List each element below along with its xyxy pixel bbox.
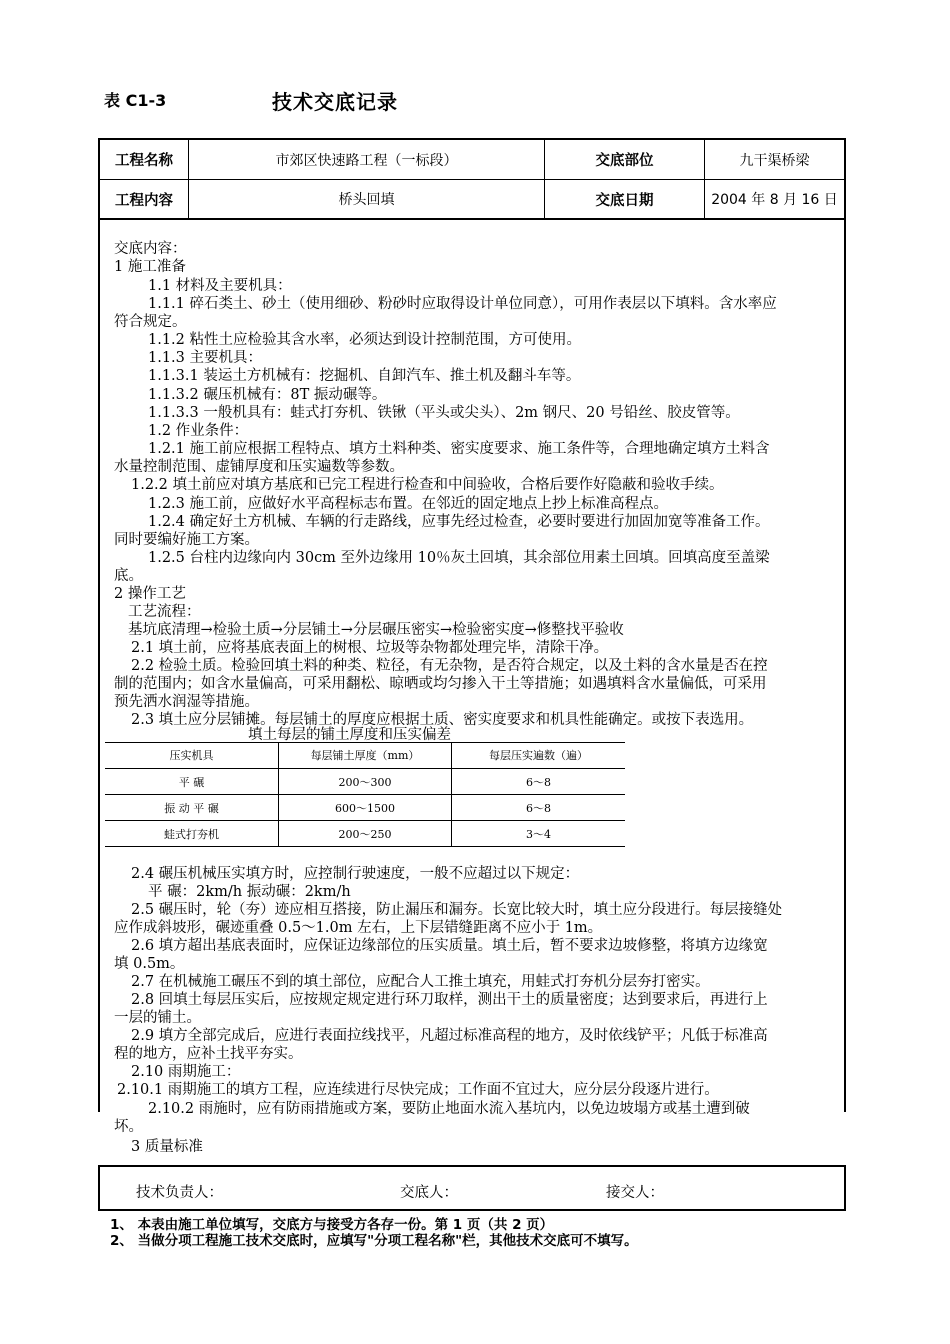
body-line: 一层的铺土。 xyxy=(114,1010,201,1026)
table-cell: 6～8 xyxy=(526,801,551,815)
body-line: 3 质量标准 xyxy=(131,1139,203,1155)
body-line: 程的地方，应补土找平夯实。 xyxy=(114,1046,303,1062)
body-line: 1.1 材料及主要机具： xyxy=(148,278,292,294)
body-line: 水量控制范围、虚铺厚度和压实遍数等参数。 xyxy=(114,459,404,475)
body-line: 2 操作工艺 xyxy=(114,586,186,602)
body-line: 2.2 检验土质。检验回填土料的种类、粒径，有无杂物，是否符合规定，以及土料的含水量是否在控 xyxy=(131,658,768,674)
body-line: 2.10 雨期施工： xyxy=(131,1064,241,1080)
info-table xyxy=(98,138,846,220)
table-cell: 3～4 xyxy=(526,827,551,841)
body-line: 2.3 填土应分层铺摊。每层铺土的厚度应根据土质、密实度要求和机具性能确定。或按下表选用。 xyxy=(131,712,754,728)
body-line: 符合规定。 xyxy=(114,314,187,330)
body-line: 1.2.1 施工前应根据工程特点、填方土料种类、密实度要求、施工条件等，合理地确定填方土料含 xyxy=(148,441,770,457)
body-line: 工艺流程： xyxy=(128,604,201,620)
table-cell: 600～1500 xyxy=(335,801,395,815)
body-line: 1.1.3.3 一般机具有：蛙式打夯机、铁锹（平头或尖头）、2m 钢尺、20 号铅丝、胶皮管等。 xyxy=(148,405,740,421)
body-line: 交底内容： xyxy=(114,241,187,257)
date-label: 交底日期 xyxy=(595,192,654,209)
body-line: 基坑底清理→检验土质→分层铺土→分层碾压密实→检验密实度→修整找平验收 xyxy=(128,622,624,638)
body-line: 1.1.1 碎石类土、砂土（使用细砂、粉砂时应取得设计单位同意），可用作表层以下填料。含水率应 xyxy=(148,296,777,312)
signature-box xyxy=(98,1165,846,1211)
body-line: 1.1.3.2 碾压机械有：8T 振动碾等。 xyxy=(148,387,387,403)
form-label: 表 C1-3 xyxy=(104,91,167,110)
body-line: 应作成斜坡形，碾迹重叠 0.5～1.0m 左右，上下层错缝距离不应小于 1m。 xyxy=(114,920,603,936)
body-line: 坏。 xyxy=(114,1119,143,1135)
table-header: 每层压实遍数（遍） xyxy=(489,749,588,762)
body-line: 1.1.3 主要机具： xyxy=(148,350,263,366)
body-line: 2.8 回填土每层压实后，应按规定规定进行环刀取样，测出干土的质量密度；达到要求后，再进行上 xyxy=(131,992,768,1008)
receiver-signature: 接交人： xyxy=(606,1185,664,1201)
body-line: 1 施工准备 xyxy=(114,259,186,275)
body-line: 2.10.2 雨施时，应有防雨措施或方案，要防止地面水流入基坑内，以免边坡塌方或基土遭到破 xyxy=(148,1101,750,1117)
table-header: 压实机具 xyxy=(169,749,214,762)
table-cell: 6～8 xyxy=(526,775,551,789)
tech-lead-signature: 技术负责人： xyxy=(136,1185,223,1201)
table-cell: 200～250 xyxy=(338,827,392,841)
body-line: 2.1 填土前，应将基底表面上的树根、垃圾等杂物都处理完毕，清除干净。 xyxy=(131,640,609,656)
body-line: 平 碾：2km/h 振动碾：2km/h xyxy=(148,884,351,900)
table-caption: 填土每层的铺土厚度和压实偏差 xyxy=(248,727,451,743)
location-label: 交底部位 xyxy=(595,153,654,169)
body-line: 2.5 碾压时，轮（夯）迹应相互搭接，防止漏压和漏夯。长宽比较大时，填土应分段进行。每层接缝处 xyxy=(131,902,783,918)
body-line: 1.2.5 台柱内边缘向内 30cm 至外边缘用 10％灰土回填，其余部位用素土回填。回填高度至盖梁 xyxy=(148,550,770,566)
table-cell: 振 动 平 碾 xyxy=(164,801,219,815)
compaction-table xyxy=(105,742,625,846)
body-line: 填 0.5m。 xyxy=(114,956,185,972)
table-cell: 平 碾 xyxy=(178,775,205,789)
body-line: 1.2.4 确定好土方机械、车辆的行走路线，应事先经过检查，必要时要进行加固加宽等准备工作。 xyxy=(148,514,770,530)
body-line: 2.6 填方超出基底表面时，应保证边缘部位的压实质量。填土后，暂不要求边坡修整，将填方边缘宽 xyxy=(131,938,768,954)
body-line: 1.2.2 填土前应对填方基底和已完工程进行检查和中间验收，合格后要作好隐蔽和验收手续。 xyxy=(131,477,724,493)
date-value: 2004 年 8 月 16 日 xyxy=(711,192,838,208)
body-line: 2.4 碾压机械压实填方时，应控制行驶速度，一般不应超过以下规定： xyxy=(131,866,580,882)
content-value: 桥头回填 xyxy=(338,192,395,208)
body-line: 1.1.3.1 装运土方机械有：挖掘机、自卸汽车、推土机及翻斗车等。 xyxy=(148,368,581,384)
body-line: 底。 xyxy=(114,568,143,584)
page-title: 技术交底记录 xyxy=(272,90,398,114)
project-name-label: 工程名称 xyxy=(115,153,173,169)
footnote: 1、 本表由施工单位填写，交底方与接受方各存一份。第 1 页（共 2 页） xyxy=(110,1217,554,1233)
body-line: 预先洒水润湿等措施。 xyxy=(114,694,259,710)
location-value: 九干渠桥梁 xyxy=(739,152,810,169)
body-line: 制的范围内；如含水量偏高，可采用翻松、晾晒或均匀掺入干土等措施；如遇填料含水量偏低，可采用 xyxy=(114,676,767,692)
body-line: 1.2.3 施工前，应做好水平高程标志布置。在邻近的固定地点上抄上标准高程点。 xyxy=(148,496,669,512)
body-line: 1.2 作业条件： xyxy=(148,423,249,439)
content-label: 工程内容 xyxy=(115,192,173,209)
table-cell: 蛙式打夯机 xyxy=(164,827,219,841)
project-name-value: 市郊区快速路工程（一标段） xyxy=(275,152,458,169)
body-line: 2.9 填方全部完成后，应进行表面拉线找平，凡超过标准高程的地方，及时依线铲平；凡低于标准高 xyxy=(131,1028,768,1044)
table-header: 每层铺土厚度（mm） xyxy=(310,749,420,762)
body-line: 2.7 在机械施工碾压不到的填土部位，应配合人工推土填充，用蛙式打夯机分层夯打密实。 xyxy=(131,974,710,990)
body-line: 1.1.2 粘性土应检验其含水率，必须达到设计控制范围，方可使用。 xyxy=(148,332,582,348)
body-line: 2.10.1 雨期施工的填方工程，应连续进行尽快完成；工作面不宜过大，应分层分段逐片进行。 xyxy=(117,1082,719,1098)
presenter-signature: 交底人： xyxy=(400,1185,458,1201)
body-line: 同时要编好施工方案。 xyxy=(114,532,259,548)
table-cell: 200～300 xyxy=(338,775,392,789)
footnote: 2、 当做分项工程施工技术交底时，应填写"分项工程名称"栏，其他技术交底可不填写。 xyxy=(110,1233,638,1249)
